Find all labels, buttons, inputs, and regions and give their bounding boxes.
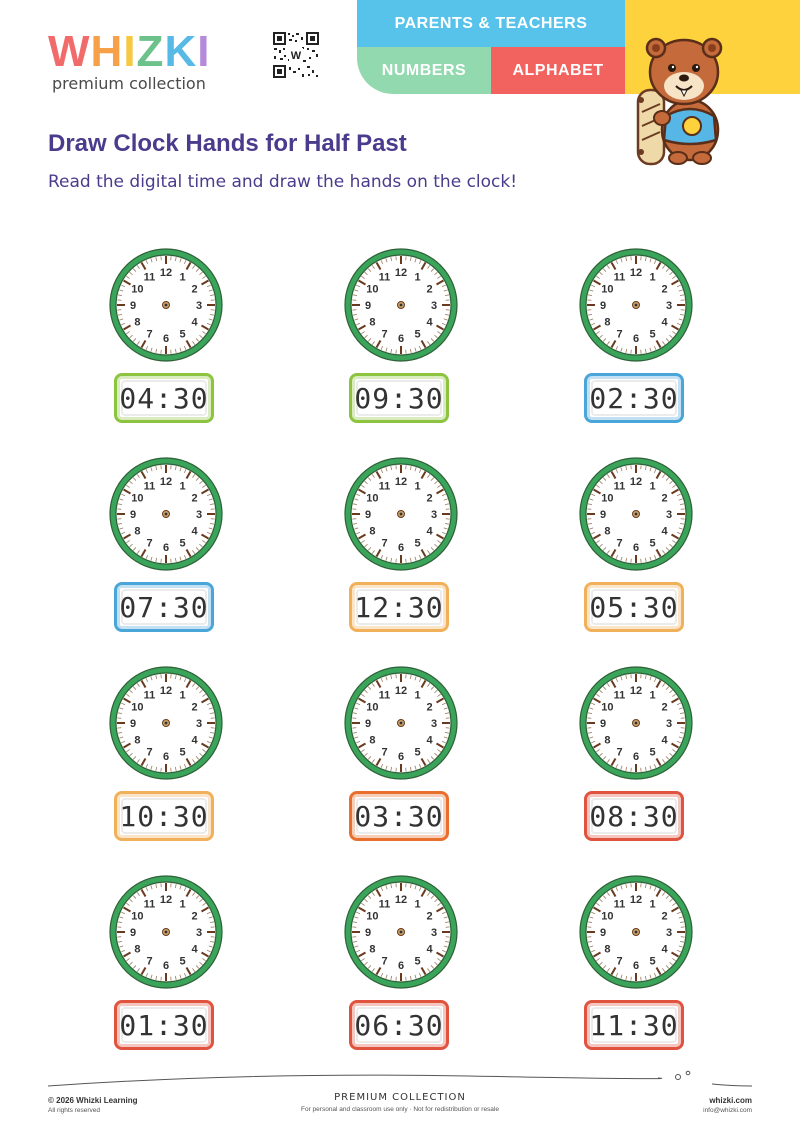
clock-number: 6: [162, 751, 170, 763]
site-link[interactable]: whizki.com: [709, 1096, 752, 1105]
clock-number: 3: [195, 300, 203, 312]
numbers-tab[interactable]: NUMBERS: [357, 47, 491, 94]
clock-number: 1: [179, 689, 186, 702]
digital-time-display: [584, 373, 684, 423]
clock-number: 7: [381, 955, 388, 968]
clock-number: 6: [162, 542, 170, 554]
clock-number: 1: [649, 898, 656, 911]
clock-number: 10: [366, 283, 379, 296]
clock-number: 5: [414, 328, 421, 341]
clock-number: 2: [426, 910, 433, 923]
clock-number: 9: [599, 300, 607, 312]
clock-number: 9: [364, 300, 372, 312]
clock-number: 4: [191, 734, 198, 747]
clock-number: 8: [604, 525, 611, 538]
clock-number: 9: [364, 718, 372, 730]
clock-number: 11: [143, 271, 156, 284]
logo-letter: K: [164, 27, 198, 76]
clock-number: 6: [397, 542, 405, 554]
footer-divider: [48, 1068, 752, 1088]
clock-number: 8: [604, 316, 611, 329]
digital-time-display: [114, 373, 214, 423]
clock-number: 9: [364, 927, 372, 939]
digital-time-display: [584, 791, 684, 841]
digital-time-text: 06:30: [354, 1008, 444, 1042]
clock-number: 5: [179, 537, 186, 550]
digital-time-text: 11:30: [589, 1008, 679, 1042]
logo-letter: H: [90, 27, 124, 76]
clock-number: 1: [179, 898, 186, 911]
clock-number: 2: [191, 701, 198, 714]
clock-number: 9: [129, 300, 137, 312]
clock-item: [341, 454, 461, 644]
clock-number: 7: [381, 746, 388, 759]
clock-number: 6: [162, 333, 170, 345]
clock-number: 8: [604, 943, 611, 956]
clock-number: 4: [191, 316, 198, 329]
clock-item: [576, 454, 696, 644]
clock-number: 2: [661, 910, 668, 923]
clock-number: 6: [632, 751, 640, 763]
clock-number: 9: [599, 718, 607, 730]
clock-number: 10: [366, 701, 379, 714]
clock-number: 3: [665, 509, 673, 521]
clock-number: 11: [613, 480, 626, 493]
logo-subtitle: premium collection: [52, 74, 206, 93]
clock-number: 2: [661, 492, 668, 505]
clock-number: 7: [616, 955, 623, 968]
clock-number: 4: [661, 734, 668, 747]
clock-number: 3: [430, 927, 438, 939]
clock-number: 10: [366, 910, 379, 923]
footer-contact: [703, 1096, 752, 1114]
clock-number: 8: [134, 525, 141, 538]
clock-number: 7: [146, 537, 153, 550]
digital-time-text: 12:30: [354, 590, 444, 624]
footer-center: [250, 1092, 550, 1113]
clock-number: 6: [162, 960, 170, 972]
parents-teachers-tab[interactable]: PARENTS & TEACHERS: [357, 0, 625, 47]
clock-number: 9: [129, 718, 137, 730]
clock-number: 1: [414, 271, 421, 284]
clock-number: 12: [159, 476, 173, 488]
clock-number: 8: [134, 734, 141, 747]
clock-number: 5: [414, 955, 421, 968]
clock-item: [576, 872, 696, 1062]
clock-number: 6: [397, 751, 405, 763]
clock-number: 6: [632, 960, 640, 972]
clock-number: 4: [661, 943, 668, 956]
alphabet-tab[interactable]: ALPHABET: [491, 47, 625, 94]
analog-clock-face[interactable]: [341, 245, 461, 365]
logo-letter: I: [123, 27, 137, 76]
clock-number: 11: [378, 689, 391, 702]
clock-number: 7: [146, 328, 153, 341]
clock-number: 2: [426, 283, 433, 296]
clock-number: 2: [426, 701, 433, 714]
footer-copyright: [48, 1096, 137, 1114]
clock-number: 6: [397, 960, 405, 972]
digital-time-text: 02:30: [589, 381, 679, 415]
clock-number: 11: [613, 898, 626, 911]
clock-number: 4: [191, 943, 198, 956]
analog-clock-face[interactable]: [341, 872, 461, 992]
clock-number: 3: [665, 718, 673, 730]
email-link[interactable]: info@whizki.com: [703, 1107, 752, 1114]
clock-number: 5: [179, 955, 186, 968]
clock-number: 4: [426, 316, 433, 329]
digital-time-display: [349, 373, 449, 423]
analog-clock-face[interactable]: [576, 663, 696, 783]
clock-number: 8: [369, 316, 376, 329]
clock-number: 10: [131, 701, 144, 714]
clock-number: 4: [426, 943, 433, 956]
digital-time-text: 07:30: [119, 590, 209, 624]
clock-number: 10: [601, 910, 614, 923]
clock-number: 12: [159, 685, 173, 697]
clock-number: 8: [604, 734, 611, 747]
clock-item: [106, 454, 226, 644]
clock-number: 2: [426, 492, 433, 505]
analog-clock-face[interactable]: [576, 245, 696, 365]
clock-number: 3: [195, 927, 203, 939]
clock-number: 3: [195, 718, 203, 730]
digital-time-text: 01:30: [119, 1008, 209, 1042]
logo-letter: Z: [136, 27, 165, 76]
clock-number: 9: [364, 509, 372, 521]
analog-clock-face[interactable]: [106, 454, 226, 574]
analog-clock-face[interactable]: [576, 872, 696, 992]
digital-time-text: 09:30: [354, 381, 444, 415]
clock-number: 10: [601, 701, 614, 714]
clock-number: 5: [649, 746, 656, 759]
clock-item: [576, 245, 696, 435]
clock-item: [106, 872, 226, 1062]
clock-number: 8: [369, 734, 376, 747]
digital-time-text: 03:30: [354, 799, 444, 833]
clock-number: 7: [616, 537, 623, 550]
clock-number: 1: [414, 898, 421, 911]
clock-number: 11: [143, 898, 156, 911]
clock-number: 12: [629, 894, 643, 906]
clock-number: 1: [414, 689, 421, 702]
clock-number: 12: [159, 894, 173, 906]
clock-number: 12: [394, 894, 408, 906]
clock-number: 11: [378, 480, 391, 493]
clock-number: 5: [414, 537, 421, 550]
digital-time-display: [349, 1000, 449, 1050]
rights-text: All rights reserved: [48, 1107, 101, 1114]
worksheet-instructions: Read the digital time and draw the hands on the clock!: [48, 172, 518, 192]
clock-number: 12: [394, 476, 408, 488]
clock-number: 10: [131, 283, 144, 296]
clock-number: 1: [179, 271, 186, 284]
clock-number: 11: [613, 689, 626, 702]
clock-number: 3: [430, 718, 438, 730]
clock-number: 5: [649, 537, 656, 550]
clock-number: 2: [191, 910, 198, 923]
digital-time-text: 05:30: [589, 590, 679, 624]
clock-number: 1: [649, 689, 656, 702]
clock-number: 7: [616, 328, 623, 341]
worksheet-title: Draw Clock Hands for Half Past: [48, 130, 407, 157]
analog-clock-face[interactable]: [576, 454, 696, 574]
clock-number: 3: [430, 509, 438, 521]
clock-number: 5: [414, 746, 421, 759]
clock-number: 1: [649, 271, 656, 284]
clock-number: 7: [616, 746, 623, 759]
clock-number: 12: [629, 476, 643, 488]
clock-number: 4: [426, 734, 433, 747]
usage-note: For personal and classroom use only · Not for redistribution or resale: [301, 1106, 499, 1113]
clock-number: 7: [381, 537, 388, 550]
clock-number: 11: [143, 480, 156, 493]
logo-letter: W: [48, 27, 91, 76]
clock-number: 6: [397, 333, 405, 345]
clock-number: 12: [394, 267, 408, 279]
clock-number: 4: [426, 525, 433, 538]
clock-number: 2: [191, 283, 198, 296]
clock-item: [106, 245, 226, 435]
clock-number: 10: [366, 492, 379, 505]
clock-number: 3: [665, 300, 673, 312]
clock-number: 6: [632, 542, 640, 554]
clock-number: 2: [661, 283, 668, 296]
clock-number: 3: [430, 300, 438, 312]
clock-number: 2: [661, 701, 668, 714]
analog-clock-face[interactable]: [106, 872, 226, 992]
clock-number: 3: [665, 927, 673, 939]
digital-time-display: [584, 1000, 684, 1050]
clock-number: 11: [613, 271, 626, 284]
clock-number: 8: [134, 316, 141, 329]
clock-number: 7: [146, 955, 153, 968]
clock-number: 8: [369, 943, 376, 956]
clock-number: 5: [179, 746, 186, 759]
clock-number: 3: [195, 509, 203, 521]
clock-number: 1: [179, 480, 186, 493]
clock-number: 5: [179, 328, 186, 341]
clock-item: [341, 245, 461, 435]
clock-item: [341, 872, 461, 1062]
digital-time-display: [349, 791, 449, 841]
clock-number: 1: [414, 480, 421, 493]
clock-number: 4: [191, 525, 198, 538]
clock-number: 2: [191, 492, 198, 505]
digital-time-display: [114, 1000, 214, 1050]
clock-number: 9: [599, 509, 607, 521]
digital-time-text: 08:30: [589, 799, 679, 833]
digital-time-text: 04:30: [119, 381, 209, 415]
clock-item: [576, 663, 696, 853]
clock-item: [341, 663, 461, 853]
clock-number: 12: [629, 685, 643, 697]
logo-letter: I: [197, 27, 211, 76]
clock-number: 5: [649, 328, 656, 341]
clock-number: 8: [134, 943, 141, 956]
analog-clock-face[interactable]: [106, 245, 226, 365]
digital-time-display: [584, 582, 684, 632]
clock-number: 7: [381, 328, 388, 341]
clock-number: 4: [661, 316, 668, 329]
clock-number: 12: [159, 267, 173, 279]
clock-number: 10: [131, 492, 144, 505]
clock-number: 10: [601, 283, 614, 296]
analog-clock-face[interactable]: [341, 454, 461, 574]
digital-time-display: [114, 791, 214, 841]
clock-number: 11: [143, 689, 156, 702]
clock-number: 9: [129, 927, 137, 939]
analog-clock-face[interactable]: [341, 663, 461, 783]
clock-number: 1: [649, 480, 656, 493]
clock-number: 5: [649, 955, 656, 968]
analog-clock-face[interactable]: [106, 663, 226, 783]
clock-number: 8: [369, 525, 376, 538]
clock-number: 12: [394, 685, 408, 697]
clock-number: 11: [378, 271, 391, 284]
clock-number: 7: [146, 746, 153, 759]
clock-number: 9: [599, 927, 607, 939]
clock-number: 6: [632, 333, 640, 345]
clock-item: [106, 663, 226, 853]
digital-time-display: [114, 582, 214, 632]
clock-number: 11: [378, 898, 391, 911]
clock-number: 9: [129, 509, 137, 521]
clock-number: 12: [629, 267, 643, 279]
digital-time-text: 10:30: [119, 799, 209, 833]
qr-center-letter: W: [290, 50, 302, 62]
clock-number: 10: [131, 910, 144, 923]
digital-time-display: [349, 582, 449, 632]
clock-number: 10: [601, 492, 614, 505]
clock-number: 4: [661, 525, 668, 538]
premium-collection-label: PREMIUM COLLECTION: [334, 1092, 466, 1103]
copyright-text: © 2026 Whizki Learning: [48, 1096, 138, 1105]
